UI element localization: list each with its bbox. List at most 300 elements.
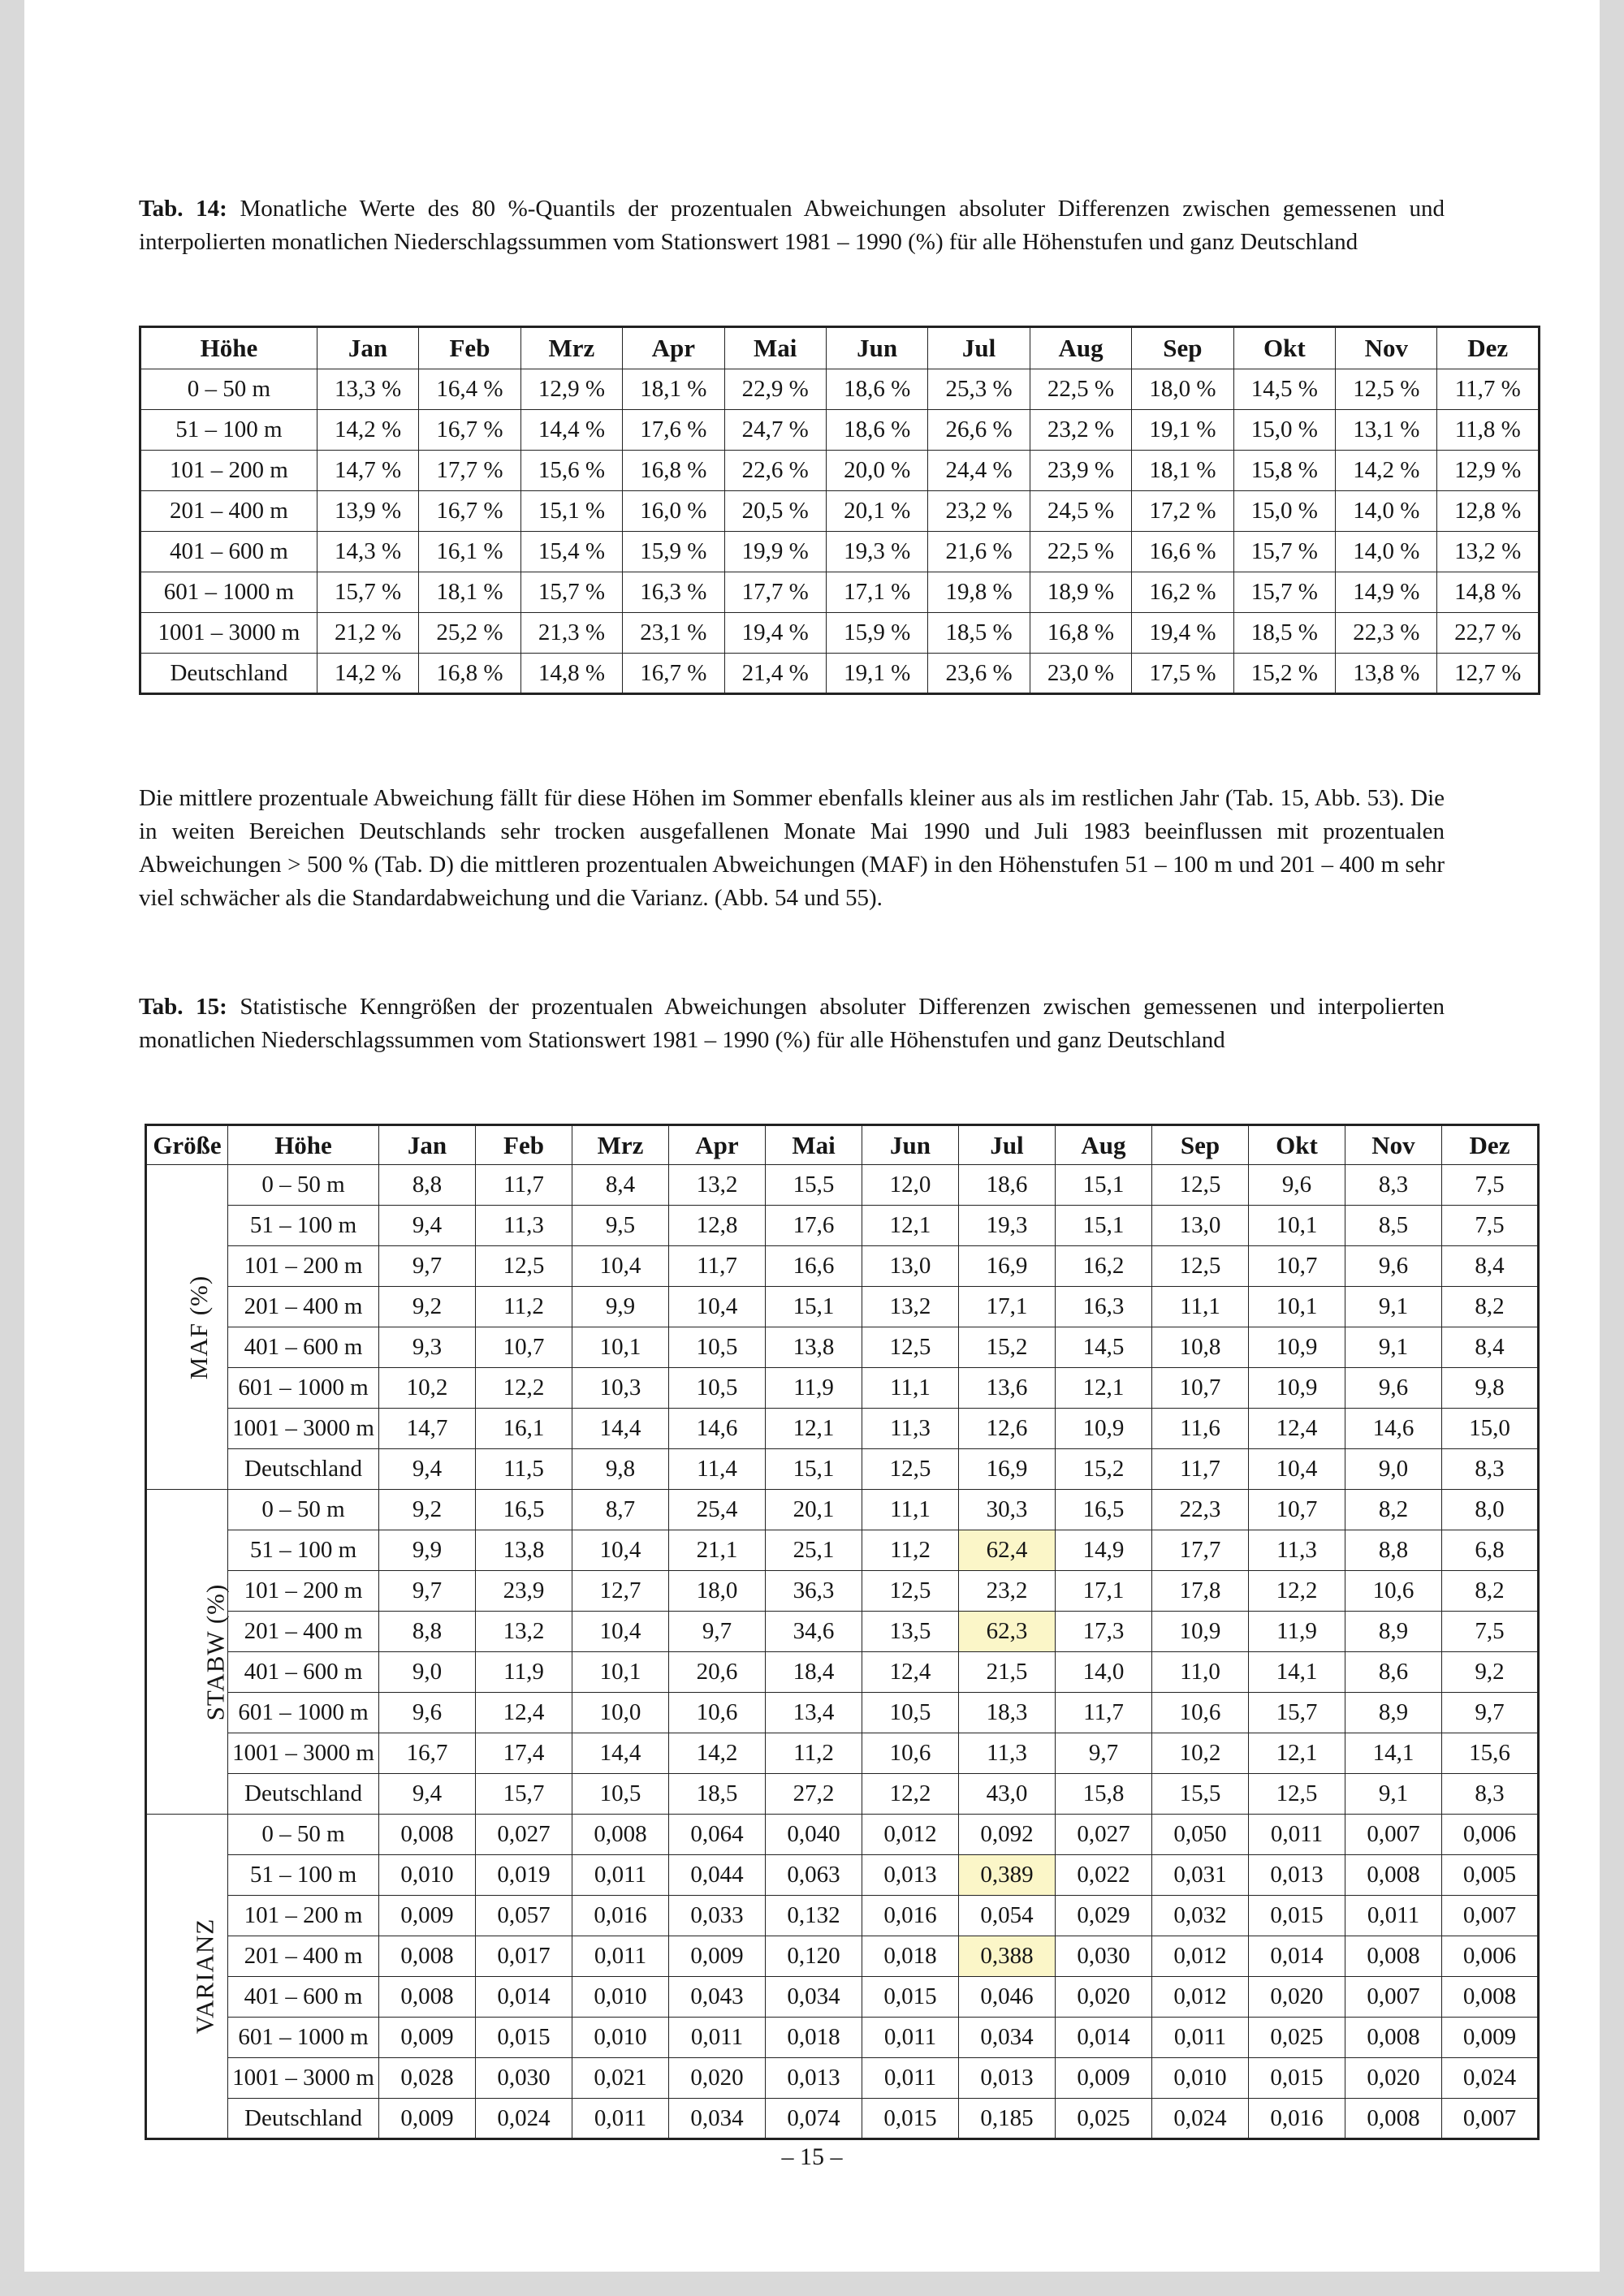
table-row xyxy=(146,1571,1539,1612)
table-cell: 0,014 xyxy=(1249,1936,1345,1977)
table-cell: 8,0 xyxy=(1442,1490,1539,1530)
table-cell: 0,013 xyxy=(959,2058,1056,2099)
column-header: Nov xyxy=(1345,1125,1442,1165)
table-row xyxy=(140,572,1540,613)
table-cell: 15,1 xyxy=(1056,1165,1152,1206)
table-14 xyxy=(139,326,1540,695)
column-header: Sep xyxy=(1132,327,1233,369)
table-cell: 9,4 xyxy=(379,1206,476,1246)
highlighted-cell: 62,3 xyxy=(959,1612,1056,1652)
table-cell: 0,012 xyxy=(1152,1977,1249,2018)
highlighted-cell: 0,388 xyxy=(959,1936,1056,1977)
table-cell: 12,5 xyxy=(1249,1774,1345,1815)
row-label: Deutschland xyxy=(228,1774,379,1815)
table-cell: 12,7 % xyxy=(1437,654,1540,694)
table-cell: 12,1 xyxy=(862,1206,959,1246)
table-cell: 9,2 xyxy=(1442,1652,1539,1693)
table-cell: 26,6 % xyxy=(928,410,1030,451)
table-cell: 10,9 xyxy=(1249,1368,1345,1409)
row-label: 51 – 100 m xyxy=(228,1206,379,1246)
table-cell: 8,3 xyxy=(1442,1774,1539,1815)
column-header: Apr xyxy=(669,1125,766,1165)
table-row xyxy=(146,1652,1539,1693)
row-label: Deutschland xyxy=(228,1449,379,1490)
row-label: 401 – 600 m xyxy=(228,1977,379,2018)
table-cell: 10,6 xyxy=(862,1733,959,1774)
table-cell: 21,1 xyxy=(669,1530,766,1571)
table-row xyxy=(146,1733,1539,1774)
table-cell: 16,3 xyxy=(1056,1287,1152,1327)
table-cell: 18,1 % xyxy=(419,572,520,613)
table-cell: 0,008 xyxy=(1345,1855,1442,1896)
table-cell: 14,9 xyxy=(1056,1530,1152,1571)
table-cell: 0,006 xyxy=(1442,1936,1539,1977)
table-cell: 11,7 xyxy=(1152,1449,1249,1490)
table-cell: 17,4 xyxy=(476,1733,572,1774)
table-cell: 8,3 xyxy=(1345,1165,1442,1206)
row-label: 601 – 1000 m xyxy=(228,1368,379,1409)
highlighted-cell: 62,4 xyxy=(959,1530,1056,1571)
table-15 xyxy=(145,1124,1540,2140)
column-header: Jun xyxy=(826,327,927,369)
column-header: Mrz xyxy=(520,327,622,369)
table-cell: 21,6 % xyxy=(928,532,1030,572)
table-cell: 0,015 xyxy=(862,1977,959,2018)
table-cell: 15,5 xyxy=(766,1165,862,1206)
column-header: Größe xyxy=(146,1125,228,1165)
table-row xyxy=(146,1530,1539,1571)
table-cell: 8,8 xyxy=(1345,1530,1442,1571)
column-header: Feb xyxy=(476,1125,572,1165)
table-cell: 0,013 xyxy=(862,1855,959,1896)
table-cell: 10,9 xyxy=(1249,1327,1345,1368)
table-cell: 22,3 % xyxy=(1336,613,1437,654)
table-cell: 9,7 xyxy=(379,1246,476,1287)
table-cell: 12,1 xyxy=(766,1409,862,1449)
table-cell: 0,011 xyxy=(1152,2018,1249,2058)
table-cell: 8,6 xyxy=(1345,1652,1442,1693)
table-cell: 17,7 % xyxy=(419,451,520,491)
table-cell: 0,011 xyxy=(1345,1896,1442,1936)
table-15-caption xyxy=(139,990,1445,1057)
table-cell: 17,1 xyxy=(1056,1571,1152,1612)
table-cell: 14,2 % xyxy=(317,654,418,694)
table-cell: 0,009 xyxy=(1442,2018,1539,2058)
table-cell: 23,2 xyxy=(959,1571,1056,1612)
table-cell: 0,029 xyxy=(1056,1896,1152,1936)
table-cell: 11,2 xyxy=(766,1733,862,1774)
table-cell: 0,092 xyxy=(959,1815,1056,1855)
group-label-cell xyxy=(146,1815,228,2139)
table-cell: 0,008 xyxy=(1442,1977,1539,2018)
table-cell: 18,5 xyxy=(669,1774,766,1815)
document-page xyxy=(24,0,1600,2272)
table-row xyxy=(146,1977,1539,2018)
column-header: Jan xyxy=(379,1125,476,1165)
row-label: 51 – 100 m xyxy=(228,1855,379,1896)
table-cell: 15,9 % xyxy=(826,613,927,654)
table-cell: 15,2 % xyxy=(1233,654,1335,694)
column-header: Mai xyxy=(766,1125,862,1165)
table-cell: 11,6 xyxy=(1152,1409,1249,1449)
table-15-header-row xyxy=(146,1125,1539,1165)
table-cell: 12,5 xyxy=(862,1571,959,1612)
table-cell: 19,4 % xyxy=(724,613,826,654)
table-cell: 0,008 xyxy=(379,1815,476,1855)
table-cell: 16,4 % xyxy=(419,369,520,410)
table-cell: 15,7 % xyxy=(1233,532,1335,572)
table-cell: 0,020 xyxy=(1345,2058,1442,2099)
table-cell: 25,2 % xyxy=(419,613,520,654)
row-label: 601 – 1000 m xyxy=(228,2018,379,2058)
table-cell: 14,1 xyxy=(1345,1733,1442,1774)
table-cell: 0,009 xyxy=(379,1896,476,1936)
table-cell: 8,2 xyxy=(1345,1490,1442,1530)
table-cell: 9,4 xyxy=(379,1774,476,1815)
table-cell: 12,4 xyxy=(1249,1409,1345,1449)
table-cell: 16,3 % xyxy=(623,572,724,613)
table-cell: 43,0 xyxy=(959,1774,1056,1815)
column-header: Okt xyxy=(1249,1125,1345,1165)
table-cell: 0,054 xyxy=(959,1896,1056,1936)
table-cell: 9,8 xyxy=(572,1449,669,1490)
table-cell: 10,1 xyxy=(572,1327,669,1368)
table-cell: 12,9 % xyxy=(520,369,622,410)
column-header: Jan xyxy=(317,327,418,369)
table-cell: 11,3 xyxy=(476,1206,572,1246)
table-cell: 0,008 xyxy=(572,1815,669,1855)
table-cell: 12,2 xyxy=(862,1774,959,1815)
table-cell: 0,030 xyxy=(1056,1936,1152,1977)
table-cell: 15,7 % xyxy=(520,572,622,613)
row-label: 101 – 200 m xyxy=(228,1571,379,1612)
table-cell: 14,2 % xyxy=(1336,451,1437,491)
table-cell: 9,2 xyxy=(379,1287,476,1327)
table-cell: 0,044 xyxy=(669,1855,766,1896)
table-cell: 0,007 xyxy=(1345,1977,1442,2018)
table-cell: 14,2 % xyxy=(317,410,418,451)
table-row xyxy=(146,1936,1539,1977)
table-cell: 12,5 xyxy=(1152,1165,1249,1206)
table-cell: 14,8 % xyxy=(520,654,622,694)
table-cell: 14,6 xyxy=(1345,1409,1442,1449)
table-cell: 14,4 xyxy=(572,1409,669,1449)
table-cell: 25,4 xyxy=(669,1490,766,1530)
table-cell: 14,7 xyxy=(379,1409,476,1449)
table-cell: 0,011 xyxy=(669,2018,766,2058)
table-row xyxy=(140,654,1540,694)
table-cell: 17,1 % xyxy=(826,572,927,613)
table-cell: 0,022 xyxy=(1056,1855,1152,1896)
table-cell: 8,2 xyxy=(1442,1571,1539,1612)
table-cell: 11,1 xyxy=(862,1368,959,1409)
row-label: 201 – 400 m xyxy=(228,1936,379,1977)
table-cell: 0,019 xyxy=(476,1855,572,1896)
table-cell: 15,5 xyxy=(1152,1774,1249,1815)
column-header: Feb xyxy=(419,327,520,369)
table-cell: 0,009 xyxy=(379,2099,476,2139)
column-header: Nov xyxy=(1336,327,1437,369)
table-row xyxy=(146,1368,1539,1409)
table-cell: 24,5 % xyxy=(1030,491,1131,532)
table-cell: 14,1 xyxy=(1249,1652,1345,1693)
table-cell: 16,7 % xyxy=(419,410,520,451)
row-label: 101 – 200 m xyxy=(140,451,317,491)
table-row xyxy=(146,1165,1539,1206)
column-header: Dez xyxy=(1442,1125,1539,1165)
table-cell: 25,1 xyxy=(766,1530,862,1571)
table-cell: 0,018 xyxy=(766,2018,862,2058)
table-cell: 14,5 xyxy=(1056,1327,1152,1368)
table-cell: 11,7 xyxy=(669,1246,766,1287)
table-cell: 9,3 xyxy=(379,1327,476,1368)
table-cell: 10,9 xyxy=(1056,1409,1152,1449)
table-cell: 11,1 xyxy=(862,1490,959,1530)
table-cell: 15,6 xyxy=(1442,1733,1539,1774)
table-cell: 10,2 xyxy=(379,1368,476,1409)
table-cell: 19,9 % xyxy=(724,532,826,572)
table-cell: 0,015 xyxy=(862,2099,959,2139)
table-cell: 20,5 % xyxy=(724,491,826,532)
table-cell: 18,0 xyxy=(669,1571,766,1612)
table-cell: 8,4 xyxy=(572,1165,669,1206)
table-cell: 0,017 xyxy=(476,1936,572,1977)
table-cell: 15,8 xyxy=(1056,1774,1152,1815)
table-row xyxy=(146,1896,1539,1936)
table-cell: 10,4 xyxy=(572,1612,669,1652)
row-label: 0 – 50 m xyxy=(228,1165,379,1206)
table-cell: 17,6 xyxy=(766,1206,862,1246)
table-cell: 13,2 xyxy=(669,1165,766,1206)
table-cell: 15,0 % xyxy=(1233,491,1335,532)
table-cell: 15,7 % xyxy=(1233,572,1335,613)
group-label: MAF (%) xyxy=(184,1275,214,1379)
table-cell: 16,7 % xyxy=(419,491,520,532)
table-14-caption-text: Monatliche Werte des 80 %-Quantils der prozentualen Abweichungen absoluter Differenzen zwischen gemessenen und interpolierten monatlichen Niederschlagssummen vom Stationswert 1981 – 1990 (%) für alle Höhenstufen und ganz Deutschland xyxy=(139,196,1445,255)
table-cell: 15,6 % xyxy=(520,451,622,491)
row-label: 0 – 50 m xyxy=(228,1815,379,1855)
table-cell: 17,7 % xyxy=(724,572,826,613)
table-15-caption-text: Statistische Kenngrößen der prozentualen Abweichungen absoluter Differenzen zwischen gemessenen und interpolierten monatlichen Niederschlagssummen vom Stationswert 1981 – 1990 (%) für alle Höhenstufen und ganz Deutschland xyxy=(139,994,1445,1053)
table-cell: 19,1 % xyxy=(1132,410,1233,451)
column-header: Jul xyxy=(928,327,1030,369)
column-header: Höhe xyxy=(228,1125,379,1165)
table-cell: 16,5 xyxy=(1056,1490,1152,1530)
table-cell: 12,6 xyxy=(959,1409,1056,1449)
table-cell: 0,046 xyxy=(959,1977,1056,2018)
table-cell: 13,3 % xyxy=(317,369,418,410)
table-cell: 7,5 xyxy=(1442,1165,1539,1206)
table-cell: 10,5 xyxy=(669,1368,766,1409)
table-cell: 0,007 xyxy=(1442,1896,1539,1936)
table-cell: 8,4 xyxy=(1442,1246,1539,1287)
table-cell: 0,025 xyxy=(1056,2099,1152,2139)
table-cell: 12,0 xyxy=(862,1165,959,1206)
table-cell: 0,010 xyxy=(1152,2058,1249,2099)
table-cell: 16,1 % xyxy=(419,532,520,572)
table-cell: 0,009 xyxy=(1056,2058,1152,2099)
table-cell: 0,014 xyxy=(476,1977,572,2018)
table-cell: 15,1 % xyxy=(520,491,622,532)
table-cell: 13,8 xyxy=(766,1327,862,1368)
column-header: Aug xyxy=(1056,1125,1152,1165)
table-cell: 9,7 xyxy=(1442,1693,1539,1733)
table-cell: 0,008 xyxy=(379,1936,476,1977)
table-cell: 18,9 % xyxy=(1030,572,1131,613)
table-cell: 0,008 xyxy=(1345,2099,1442,2139)
table-cell: 0,007 xyxy=(1442,2099,1539,2139)
table-cell: 0,020 xyxy=(1249,1977,1345,2018)
row-label: 51 – 100 m xyxy=(140,410,317,451)
table-cell: 0,025 xyxy=(1249,2018,1345,2058)
table-cell: 8,9 xyxy=(1345,1693,1442,1733)
table-cell: 0,024 xyxy=(1152,2099,1249,2139)
group-label: VARIANZ xyxy=(190,1918,219,2035)
table-cell: 0,009 xyxy=(669,1936,766,1977)
table-cell: 9,5 xyxy=(572,1206,669,1246)
table-cell: 15,1 xyxy=(1056,1206,1152,1246)
table-cell: 9,6 xyxy=(1249,1165,1345,1206)
table-cell: 10,5 xyxy=(669,1327,766,1368)
table-cell: 10,6 xyxy=(1345,1571,1442,1612)
column-header: Jun xyxy=(862,1125,959,1165)
table-cell: 11,7 % xyxy=(1437,369,1540,410)
table-cell: 19,4 % xyxy=(1132,613,1233,654)
table-cell: 0,016 xyxy=(572,1896,669,1936)
row-label: 601 – 1000 m xyxy=(228,1693,379,1733)
table-cell: 13,8 xyxy=(476,1530,572,1571)
row-label: 1001 – 3000 m xyxy=(140,613,317,654)
table-cell: 8,7 xyxy=(572,1490,669,1530)
row-label: 51 – 100 m xyxy=(228,1530,379,1571)
table-cell: 21,4 % xyxy=(724,654,826,694)
table-cell: 0,010 xyxy=(572,2018,669,2058)
table-cell: 16,7 xyxy=(379,1733,476,1774)
table-cell: 8,8 xyxy=(379,1612,476,1652)
table-cell: 12,1 xyxy=(1249,1733,1345,1774)
table-cell: 0,024 xyxy=(476,2099,572,2139)
table-cell: 0,021 xyxy=(572,2058,669,2099)
table-row xyxy=(146,2058,1539,2099)
table-cell: 19,3 % xyxy=(826,532,927,572)
table-cell: 17,6 % xyxy=(623,410,724,451)
table-row xyxy=(140,532,1540,572)
table-cell: 23,1 % xyxy=(623,613,724,654)
table-cell: 23,2 % xyxy=(928,491,1030,532)
row-label: 101 – 200 m xyxy=(228,1896,379,1936)
table-cell: 23,6 % xyxy=(928,654,1030,694)
row-label: 0 – 50 m xyxy=(228,1490,379,1530)
column-header: Apr xyxy=(623,327,724,369)
table-cell: 9,9 xyxy=(379,1530,476,1571)
table-cell: 15,4 % xyxy=(520,532,622,572)
table-cell: 13,6 xyxy=(959,1368,1056,1409)
row-label: 401 – 600 m xyxy=(228,1652,379,1693)
table-cell: 9,8 xyxy=(1442,1368,1539,1409)
table-cell: 10,5 xyxy=(862,1693,959,1733)
table-cell: 0,013 xyxy=(1249,1855,1345,1896)
table-cell: 15,9 % xyxy=(623,532,724,572)
table-cell: 16,6 % xyxy=(1132,532,1233,572)
table-cell: 17,7 xyxy=(1152,1530,1249,1571)
table-cell: 9,0 xyxy=(1345,1449,1442,1490)
table-cell: 12,5 xyxy=(862,1327,959,1368)
table-cell: 11,7 xyxy=(1056,1693,1152,1733)
table-cell: 11,4 xyxy=(669,1449,766,1490)
table-15-label: Tab. 15: xyxy=(139,994,227,1020)
column-header: Sep xyxy=(1152,1125,1249,1165)
table-cell: 15,2 xyxy=(1056,1449,1152,1490)
table-cell: 19,1 % xyxy=(826,654,927,694)
table-cell: 9,2 xyxy=(379,1490,476,1530)
row-label: 201 – 400 m xyxy=(228,1287,379,1327)
table-cell: 15,7 % xyxy=(317,572,418,613)
table-row xyxy=(146,1206,1539,1246)
table-cell: 11,3 xyxy=(959,1733,1056,1774)
table-row xyxy=(146,1246,1539,1287)
table-cell: 12,2 xyxy=(476,1368,572,1409)
table-cell: 0,012 xyxy=(1152,1936,1249,1977)
column-header: Aug xyxy=(1030,327,1131,369)
table-cell: 10,1 xyxy=(1249,1287,1345,1327)
table-cell: 0,043 xyxy=(669,1977,766,2018)
table-cell: 15,8 % xyxy=(1233,451,1335,491)
table-cell: 20,1 xyxy=(766,1490,862,1530)
table-cell: 12,8 % xyxy=(1437,491,1540,532)
row-label: 0 – 50 m xyxy=(140,369,317,410)
table-cell: 12,5 % xyxy=(1336,369,1437,410)
table-cell: 0,028 xyxy=(379,2058,476,2099)
table-row xyxy=(140,613,1540,654)
table-cell: 18,4 xyxy=(766,1652,862,1693)
table-cell: 20,0 % xyxy=(826,451,927,491)
table-cell: 0,132 xyxy=(766,1896,862,1936)
table-cell: 0,015 xyxy=(1249,1896,1345,1936)
column-header: Mai xyxy=(724,327,826,369)
table-cell: 12,2 xyxy=(1249,1571,1345,1612)
table-cell: 7,5 xyxy=(1442,1206,1539,1246)
table-cell: 13,2 xyxy=(862,1287,959,1327)
table-cell: 10,6 xyxy=(1152,1693,1249,1733)
table-cell: 0,016 xyxy=(1249,2099,1345,2139)
table-cell: 14,0 % xyxy=(1336,532,1437,572)
table-row xyxy=(146,1287,1539,1327)
table-cell: 0,011 xyxy=(572,1936,669,1977)
table-cell: 23,0 % xyxy=(1030,654,1131,694)
table-cell: 18,5 % xyxy=(928,613,1030,654)
table-cell: 0,015 xyxy=(476,2018,572,2058)
table-cell: 17,2 % xyxy=(1132,491,1233,532)
body-paragraph: Die mittlere prozentuale Abweichung fällt für diese Höhen im Sommer ebenfalls kleiner aus als im restlichen Jahr (Tab. 15, Abb. 53). Die in weiten Bereichen Deutschlands sehr trocken ausgefallenen Monate Mai 1990 und Juli 1983 beeinflussen mit prozentualen Abweichungen > 500 % (Tab. D) die mittleren prozentualen Abweichungen (MAF) in den Höhenstufen 51 – 100 m und 201 – 400 m sehr viel schwächer als die Standardabweichung und die Varianz. (Abb. 54 und 55). xyxy=(139,785,1445,911)
table-row xyxy=(140,491,1540,532)
table-cell: 22,5 % xyxy=(1030,532,1131,572)
table-cell: 10,7 xyxy=(1152,1368,1249,1409)
table-cell: 10,3 xyxy=(572,1368,669,1409)
table-cell: 11,3 xyxy=(862,1409,959,1449)
table-cell: 9,1 xyxy=(1345,1774,1442,1815)
table-cell: 0,063 xyxy=(766,1855,862,1896)
table-cell: 11,2 xyxy=(862,1530,959,1571)
table-row xyxy=(146,1409,1539,1449)
highlighted-cell: 0,389 xyxy=(959,1855,1056,1896)
table-row xyxy=(146,1612,1539,1652)
table-14-header-row xyxy=(140,327,1540,369)
table-cell: 10,9 xyxy=(1152,1612,1249,1652)
table-cell: 20,6 xyxy=(669,1652,766,1693)
table-cell: 13,5 xyxy=(862,1612,959,1652)
table-cell: 0,010 xyxy=(572,1977,669,2018)
table-cell: 0,015 xyxy=(1249,2058,1345,2099)
